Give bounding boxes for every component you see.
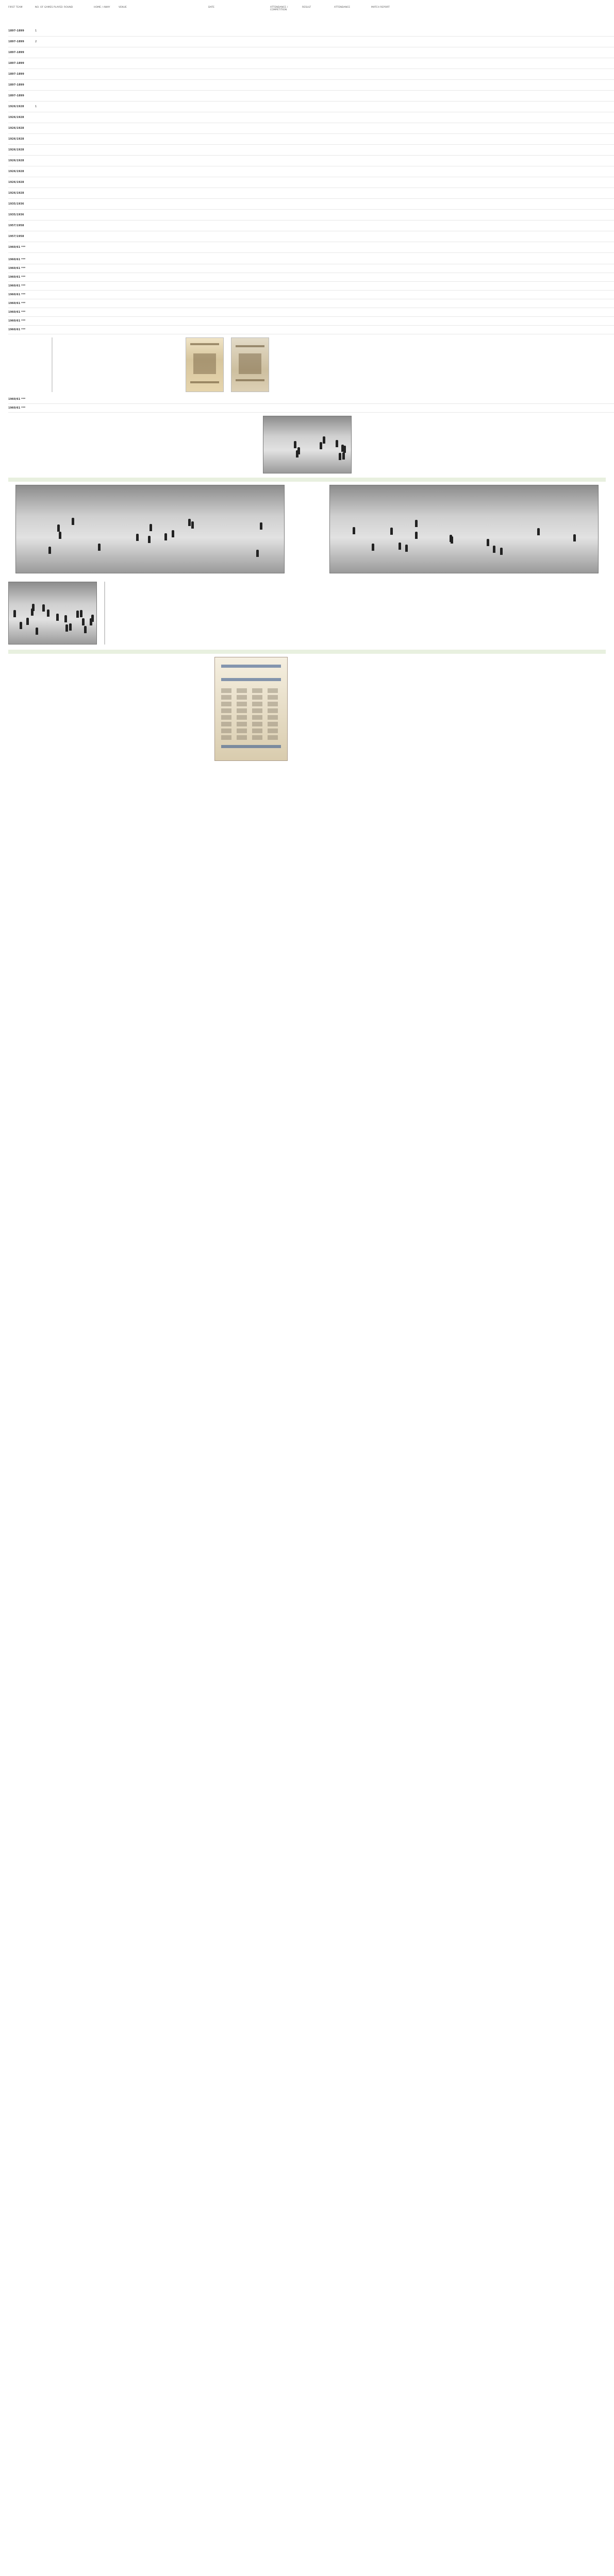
results-cell-season: 1897-1899 bbox=[8, 51, 24, 54]
player-figure bbox=[342, 452, 345, 460]
programme-lineup-cell bbox=[268, 688, 278, 693]
results-cell-season: 1960/61 *** bbox=[8, 328, 26, 331]
programme-lineup-cell bbox=[252, 735, 262, 740]
programme-thumbnails bbox=[186, 337, 269, 392]
results-column-header: FIRST TEAM bbox=[8, 6, 23, 9]
results-column-header: DATE bbox=[208, 6, 215, 9]
programme-feature-text bbox=[52, 337, 175, 392]
results-row bbox=[8, 134, 614, 145]
results-cell-season: 1926/1928 bbox=[8, 170, 24, 173]
results-cell-season: 1960/61 *** bbox=[8, 398, 26, 401]
programme-lineup-cell bbox=[252, 722, 262, 726]
programme-lineup-cell bbox=[252, 708, 262, 713]
player-figure bbox=[415, 520, 418, 527]
results-row bbox=[8, 264, 614, 273]
results-row bbox=[8, 101, 614, 112]
player-figure bbox=[47, 609, 49, 617]
results-table-3 bbox=[0, 395, 614, 413]
results-row bbox=[8, 404, 614, 413]
results-column-header: ATTENDANCE / COMPETITION bbox=[270, 6, 288, 11]
player-figure bbox=[172, 530, 174, 537]
results-column-header: ROUND bbox=[64, 6, 73, 9]
results-row bbox=[8, 69, 614, 80]
programme-lineup-cell bbox=[237, 722, 247, 726]
player-figure bbox=[59, 532, 61, 539]
results-cell-season: 1960/61 *** bbox=[8, 311, 26, 314]
player-figure bbox=[415, 532, 418, 539]
results-column-header: VENUE bbox=[119, 6, 127, 9]
player-figure bbox=[57, 524, 60, 532]
programme-lineup-cell bbox=[237, 728, 247, 733]
figure-side-text bbox=[104, 582, 242, 645]
player-figure bbox=[323, 436, 325, 444]
programme-feature bbox=[52, 337, 614, 392]
player-figure bbox=[48, 547, 51, 554]
programme-lineup-cell bbox=[237, 695, 247, 700]
results-row bbox=[8, 47, 614, 58]
player-figure bbox=[500, 548, 503, 555]
results-row bbox=[8, 256, 614, 264]
results-cell-season: 1926/1928 bbox=[8, 105, 24, 108]
programme-lineup-cell bbox=[268, 695, 278, 700]
programme-lineup-cell bbox=[268, 735, 278, 740]
results-cell-season: 1960/61 *** bbox=[8, 406, 26, 410]
results-column-header: NO. OF GAMES PLAYED bbox=[35, 6, 63, 9]
results-table-2 bbox=[0, 256, 614, 334]
programme-band bbox=[221, 678, 281, 681]
player-figure bbox=[390, 528, 393, 535]
player-figure bbox=[537, 528, 540, 535]
results-row bbox=[8, 273, 614, 282]
results-cell-season: 1897-1899 bbox=[8, 73, 24, 76]
results-row bbox=[8, 58, 614, 69]
programme-lineup-cell bbox=[221, 688, 231, 693]
programme-page-image[interactable] bbox=[231, 337, 269, 392]
player-figure bbox=[320, 442, 322, 449]
player-figure bbox=[294, 441, 296, 448]
results-cell-games: 2 bbox=[35, 40, 37, 43]
player-figure bbox=[76, 611, 79, 618]
section-heading-1 bbox=[8, 478, 606, 482]
player-figure bbox=[339, 453, 341, 460]
player-figure bbox=[64, 615, 67, 622]
match-photo[interactable] bbox=[263, 416, 352, 473]
programme-lineup-cell bbox=[237, 708, 247, 713]
figure-with-side-text bbox=[8, 582, 606, 645]
programme-band bbox=[221, 665, 281, 668]
player-figure bbox=[573, 534, 576, 541]
player-figure bbox=[296, 450, 298, 457]
results-cell-season: 1960/61 *** bbox=[8, 258, 26, 261]
results-cell-season: 1926/1928 bbox=[8, 181, 24, 184]
player-figure bbox=[372, 544, 374, 551]
programme-lineup-cell bbox=[221, 728, 231, 733]
player-figure bbox=[336, 440, 338, 447]
results-row bbox=[8, 156, 614, 166]
player-figure bbox=[256, 550, 259, 557]
results-cell-season: 1957/1958 bbox=[8, 224, 24, 227]
programme-lineup-cell bbox=[252, 695, 262, 700]
player-figure bbox=[42, 604, 45, 612]
programme-lineup-cell bbox=[268, 728, 278, 733]
results-row bbox=[8, 80, 614, 91]
results-row bbox=[8, 291, 614, 299]
two-photos bbox=[15, 485, 599, 573]
programme-lineup-cell bbox=[221, 702, 231, 706]
player-figure bbox=[191, 521, 194, 529]
player-figure bbox=[487, 539, 489, 546]
results-row bbox=[8, 231, 614, 242]
results-row bbox=[8, 326, 614, 334]
results-row bbox=[8, 91, 614, 101]
programme-lineup-cell bbox=[221, 722, 231, 726]
player-figure bbox=[136, 534, 139, 541]
results-row bbox=[8, 112, 614, 123]
programme-lineup-cell bbox=[221, 735, 231, 740]
programme-lineup-cell bbox=[268, 722, 278, 726]
results-row bbox=[8, 242, 614, 253]
player-figure bbox=[82, 618, 85, 625]
results-row bbox=[8, 210, 614, 221]
player-figure bbox=[150, 524, 152, 531]
results-cell-season: 1926/1928 bbox=[8, 192, 24, 195]
results-row bbox=[8, 145, 614, 156]
programme-cover-image[interactable] bbox=[186, 337, 224, 392]
results-cell-season: 1957/1958 bbox=[8, 235, 24, 238]
results-row bbox=[8, 282, 614, 291]
results-row bbox=[8, 395, 614, 404]
player-figure bbox=[69, 623, 72, 631]
programme-lineup-cell bbox=[268, 708, 278, 713]
results-row bbox=[8, 166, 614, 177]
programme-lineup-cell bbox=[252, 702, 262, 706]
results-row bbox=[8, 199, 614, 210]
player-figure bbox=[98, 544, 101, 551]
player-figure bbox=[72, 518, 74, 525]
player-figure bbox=[405, 545, 408, 552]
player-figure bbox=[353, 527, 355, 534]
results-row bbox=[8, 123, 614, 134]
player-figure bbox=[493, 546, 495, 553]
programme-lineup-cell bbox=[252, 715, 262, 720]
player-figure bbox=[91, 615, 94, 622]
results-row bbox=[8, 308, 614, 317]
results-cell-games: 1 bbox=[35, 29, 37, 32]
programme-lineup-cell bbox=[252, 688, 262, 693]
player-figure bbox=[20, 622, 22, 629]
player-figure bbox=[56, 614, 59, 621]
player-figure bbox=[36, 628, 38, 635]
results-cell-season: 1926/1928 bbox=[8, 127, 24, 130]
player-figure bbox=[260, 522, 262, 530]
results-row bbox=[8, 177, 614, 188]
results-row bbox=[8, 299, 614, 308]
results-column-header: MATCH REPORT bbox=[371, 6, 390, 9]
results-cell-season: 1897-1899 bbox=[8, 29, 24, 32]
match-photo-left[interactable] bbox=[15, 485, 285, 573]
section-heading-2 bbox=[8, 650, 606, 654]
player-figure bbox=[399, 543, 401, 550]
results-cell-season: 1935/1936 bbox=[8, 202, 24, 206]
programme-lineup-cell bbox=[221, 715, 231, 720]
results-cell-season: 1960/61 *** bbox=[8, 267, 26, 270]
programme-lineup-cell bbox=[237, 688, 247, 693]
page bbox=[0, 6, 614, 761]
programme-lineup-cell bbox=[268, 715, 278, 720]
results-column-header: HOME / AWAY bbox=[94, 6, 110, 9]
archive-photo[interactable] bbox=[8, 582, 97, 645]
programme-band bbox=[221, 745, 281, 748]
programme-image[interactable] bbox=[214, 657, 288, 761]
results-cell-season: 1960/61 *** bbox=[8, 293, 26, 296]
results-cell-season: 1926/1928 bbox=[8, 159, 24, 162]
results-column-header: RESULT bbox=[302, 6, 311, 9]
player-figure bbox=[26, 618, 29, 625]
programme-lineup-cell bbox=[221, 708, 231, 713]
results-table bbox=[0, 26, 614, 253]
results-cell-season: 1897-1899 bbox=[8, 94, 24, 97]
results-row bbox=[8, 221, 614, 231]
results-row bbox=[8, 37, 614, 47]
results-column-header: ATTENDANCE bbox=[334, 6, 351, 9]
results-cell-season: 1897-1899 bbox=[8, 40, 24, 43]
programme-lineup-cell bbox=[221, 695, 231, 700]
player-figure bbox=[65, 624, 68, 632]
results-row bbox=[8, 188, 614, 199]
results-cell-season: 1897-1899 bbox=[8, 83, 24, 87]
results-cell-season: 1926/1928 bbox=[8, 138, 24, 141]
match-photo-block bbox=[0, 416, 614, 473]
player-figure bbox=[450, 535, 452, 542]
match-photo-right[interactable] bbox=[329, 485, 599, 573]
player-figure bbox=[188, 519, 191, 526]
programme-lineup-cell bbox=[237, 715, 247, 720]
results-cell-season: 1960/61 *** bbox=[8, 319, 26, 323]
results-cell-season: 1960/61 *** bbox=[8, 276, 26, 279]
player-figure bbox=[148, 536, 151, 543]
player-figure bbox=[84, 626, 87, 633]
results-row bbox=[8, 317, 614, 326]
results-cell-season: 1935/1936 bbox=[8, 213, 24, 216]
results-cell-season: 1926/1928 bbox=[8, 148, 24, 151]
results-cell-games: 1 bbox=[35, 105, 37, 108]
player-figure bbox=[32, 604, 35, 611]
results-header bbox=[8, 6, 614, 26]
results-cell-season: 1960/61 *** bbox=[8, 284, 26, 287]
programme-lineup-cell bbox=[268, 702, 278, 706]
player-figure bbox=[164, 533, 167, 540]
results-cell-season: 1960/61 *** bbox=[8, 246, 26, 249]
player-figure bbox=[80, 610, 82, 617]
player-figure bbox=[13, 610, 16, 617]
results-cell-season: 1926/1928 bbox=[8, 116, 24, 119]
programme-lineup-cell bbox=[252, 728, 262, 733]
programme-lineup-cell bbox=[237, 702, 247, 706]
results-cell-season: 1897-1899 bbox=[8, 62, 24, 65]
results-cell-season: 1960/61 *** bbox=[8, 302, 26, 305]
programme-section bbox=[8, 657, 606, 761]
programme-lineup-cell bbox=[237, 735, 247, 740]
results-row bbox=[8, 26, 614, 37]
